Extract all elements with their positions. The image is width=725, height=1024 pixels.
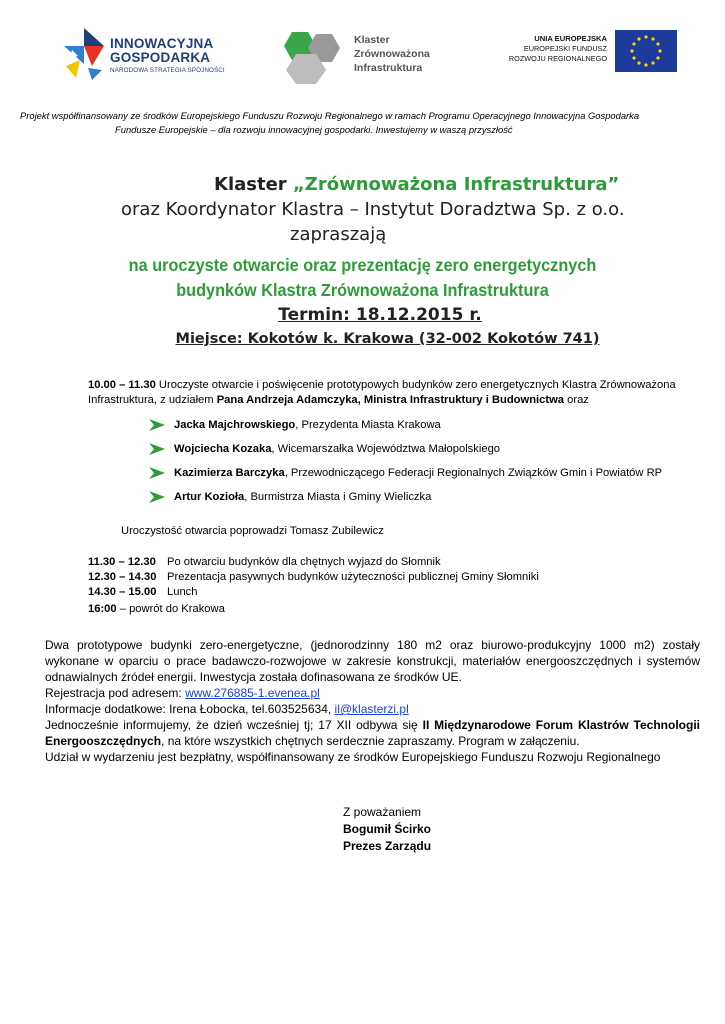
signature bbox=[343, 804, 431, 855]
event-place: Miejsce: Kokotów k. Krakowa (32-002 Kokotów 741) bbox=[175, 331, 600, 347]
list-item bbox=[148, 485, 688, 509]
schedule-time: 12.30 – 14.30 bbox=[88, 571, 157, 583]
schedule-time: 11.30 – 12.30 bbox=[88, 556, 156, 568]
contact-email-link[interactable]: il@klasterzi.pl bbox=[334, 702, 409, 716]
list-item bbox=[148, 413, 688, 437]
eu-line2: EUROPEJSKI FUNDUSZ bbox=[523, 44, 607, 53]
info-paragraph: Dwa prototypowe budynki zero-energetyczne, (jednorodzinny 180 m2 oraz biurowo-produkcyjny 1000 m2) zostały wykonane w oparciu o prace badawczo-rozwojowe w zakresie konstrukcji, materiałów energooszczędnych i systemów odnawialnych źródeł energii. Inwestycja została dofinasowana ze środków UE. bbox=[45, 638, 700, 684]
list-item bbox=[148, 461, 688, 485]
arrow-bullet-icon bbox=[148, 490, 166, 504]
funding-line1: Projekt współfinansowany ze środków Europejskiego Funduszu Rozwoju Regionalnego w ramach Programu Operacyjnego Innowacyjna Gospodarka bbox=[20, 110, 640, 121]
funding-line2: Fundusze Europejskie – dla rozwoju innowacyjnej gospodarki. Inwestujemy w waszą przyszłość bbox=[115, 124, 513, 135]
schedule-row bbox=[88, 602, 688, 617]
event-headline-2: budynków Klastra Zrównoważona Infrastruktura bbox=[176, 280, 549, 300]
schedule-time: 14.30 – 15.00 bbox=[88, 586, 157, 598]
funding-note bbox=[20, 109, 710, 137]
title-prefix: Klaster bbox=[214, 174, 293, 195]
list-item bbox=[148, 437, 688, 461]
schedule-text: – powrót do Krakowa bbox=[116, 603, 225, 615]
eu-line1: UNIA EUROPEJSKA bbox=[534, 34, 607, 43]
ig-line3: NARODOWA STRATEGIA SPÓJNOŚCI bbox=[110, 67, 225, 74]
program-opening bbox=[88, 378, 688, 408]
opening-guest: Pana Andrzeja Adamczyka, Ministra Infrastruktury i Budownictwa bbox=[216, 394, 565, 406]
forum-name: II Międzynarodowe Forum Klastrów Technologii Energooszczędnych bbox=[45, 718, 700, 748]
guest-role: , Wicemarszałka Województwa Małopolskiego bbox=[271, 443, 501, 455]
arrow-bullet-icon bbox=[148, 442, 166, 456]
schedule-text: Lunch bbox=[167, 586, 198, 598]
guest-name: Jacka Majchrowskiego bbox=[174, 419, 296, 431]
schedule-text: Prezentacja pasywnych budynków użyteczności publicznej Gminy Słomniki bbox=[167, 571, 539, 583]
arrow-bullet-icon bbox=[148, 418, 166, 432]
registration-link[interactable]: www.276885-1.evenea.pl bbox=[185, 686, 320, 700]
klaster-line1: Klaster bbox=[354, 34, 390, 46]
invite-line: zapraszają bbox=[290, 224, 387, 245]
cost-note: Udział w wydarzeniu jest bezpłatny, współfinansowany ze środków Europejskiego Funduszu Rozwoju Regionalnego bbox=[45, 750, 661, 764]
schedule-row bbox=[88, 585, 688, 600]
klaster-line3: Infrastruktura bbox=[354, 62, 423, 74]
ig-emblem-icon bbox=[62, 26, 106, 80]
schedule bbox=[88, 555, 688, 617]
eu-logo bbox=[505, 30, 680, 74]
contact-label: Informacje dodatkowe: Irena Łobocka, tel.603525634, bbox=[45, 702, 335, 716]
contact-line bbox=[45, 701, 700, 717]
klaster-hexagon-icon bbox=[282, 30, 350, 84]
schedule-row bbox=[88, 570, 688, 585]
signature-greeting: Z poważaniem bbox=[343, 805, 422, 819]
schedule-text: Po otwarciu budynków dla chętnych wyjazd do Słomnik bbox=[167, 556, 441, 568]
guest-name: Artur Kozioła bbox=[174, 491, 245, 503]
schedule-time: 16:00 bbox=[88, 603, 117, 615]
guest-name: Wojciecha Kozaka bbox=[174, 443, 272, 455]
subtitle-line: oraz Koordynator Klastra – Instytut Doradztwa Sp. z o.o. bbox=[121, 199, 625, 220]
signature-name: Bogumił Ścirko bbox=[343, 822, 432, 836]
ig-line2: GOSPODARKA bbox=[110, 50, 211, 65]
guest-role: , Przewodniczącego Federacji Regionalnych Związków Gmin i Powiatów RP bbox=[284, 467, 663, 479]
ig-line1: INNOWACYJNA bbox=[110, 36, 214, 51]
signature-role: Prezes Zarządu bbox=[343, 839, 432, 853]
host-note: Uroczystość otwarcia poprowadzi Tomasz Zubilewicz bbox=[121, 525, 384, 537]
opening-tail: oraz bbox=[564, 394, 589, 406]
info-section bbox=[45, 637, 700, 765]
klaster-line2: Zrównoważona bbox=[354, 48, 430, 60]
guest-name: Kazimierza Barczyka bbox=[174, 467, 285, 479]
opening-time: 10.00 – 11.30 bbox=[88, 379, 156, 391]
forum-pre: Jednocześnie informujemy, że dzień wcześniej tj; 17 XII odbywa się bbox=[45, 718, 423, 732]
event-date: Termin: 18.12.2015 r. bbox=[278, 305, 482, 325]
eu-text bbox=[505, 34, 607, 64]
opening-text: Uroczyste otwarcie i poświęcenie prototypowych budynków zero energetycznych Klastra Zrównoważona Infrastruktura, z udziałem bbox=[88, 379, 676, 406]
guest-role: , Burmistrza Miasta i Gminy Wieliczka bbox=[244, 491, 432, 503]
event-headline-1: na uroczyste otwarcie oraz prezentację zero energetycznych bbox=[128, 255, 597, 275]
registration-label: Rejestracja pod adresem: bbox=[45, 686, 186, 700]
klaster-logo bbox=[282, 30, 442, 86]
page-title bbox=[214, 174, 619, 195]
schedule-row bbox=[88, 555, 688, 570]
eu-line3: ROZWOJU REGIONALNEGO bbox=[508, 54, 607, 63]
guest-list bbox=[148, 413, 688, 509]
guest-role: , Prezydenta Miasta Krakowa bbox=[295, 419, 441, 431]
registration-line bbox=[45, 685, 700, 701]
arrow-bullet-icon bbox=[148, 466, 166, 480]
title-green: „Zrównoważona Infrastruktura” bbox=[292, 174, 620, 195]
innowacyjna-gospodarka-logo bbox=[62, 26, 242, 82]
forum-post: , na które wszystkich chętnych serdecznie zapraszamy. Program w załączeniu. bbox=[161, 734, 580, 748]
eu-flag-icon bbox=[615, 30, 677, 72]
forum-paragraph bbox=[45, 717, 700, 749]
